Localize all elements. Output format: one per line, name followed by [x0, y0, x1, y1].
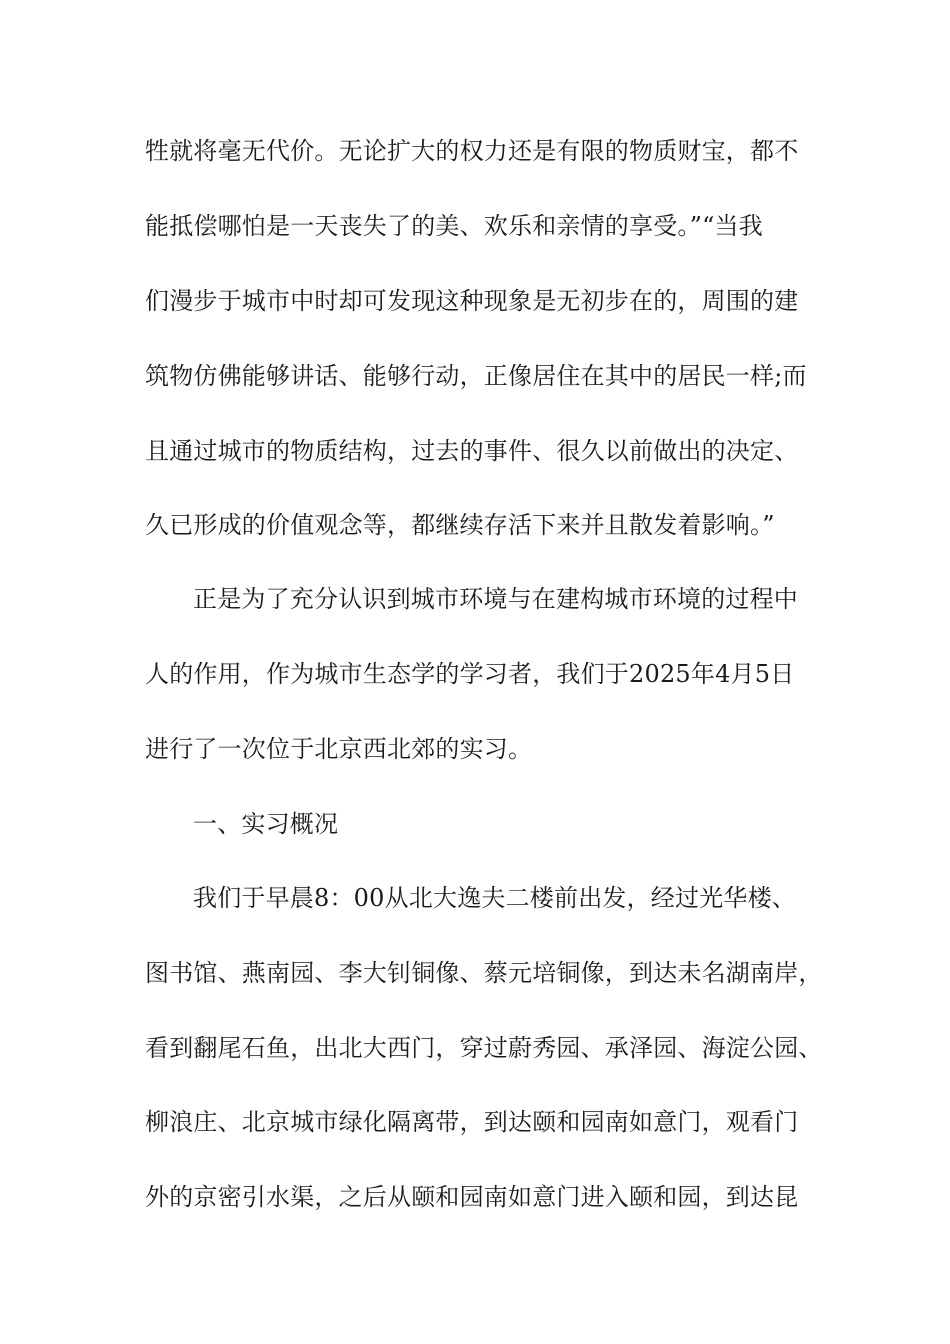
text-line: 们漫步于城市中时却可发现这种现象是无初步在的，周围的建	[145, 287, 799, 315]
text-line: 柳浪庄、北京城市绿化隔离带，到达颐和园南如意门，观看门	[145, 1108, 799, 1136]
text-line: 久已形成的价值观念等，都继续存活下来并且散发着影响。”	[145, 511, 775, 539]
text-line: 牲就将毫无代价。无论扩大的权力还是有限的物质财宝，都不	[145, 137, 799, 165]
text-line: 外的京密引水渠，之后从颐和园南如意门进入颐和园，到达昆	[145, 1183, 799, 1211]
paragraph-first-line: 正是为了充分认识到城市环境与在建构城市环境的过程中	[193, 585, 798, 613]
text-line: 进行了一次位于北京西北郊的实习。	[145, 735, 533, 763]
paragraph-first-line: 我们于早晨8：00从北大逸夫二楼前出发，经过光华楼、	[193, 884, 797, 912]
text-line: 看到翻尾石鱼，出北大西门，穿过蔚秀园、承泽园、海淀公园、	[145, 1034, 823, 1062]
text-line: 人的作用，作为城市生态学的学习者，我们于2025年4月5日	[145, 660, 795, 688]
text-line: 筑物仿佛能够讲话、能够行动，正像居住在其中的居民一样;而	[145, 362, 807, 390]
text-line: 图书馆、燕南园、李大钊铜像、蔡元培铜像，到达未名湖南岸，	[145, 959, 823, 987]
section-heading: 一、实习概况	[193, 810, 339, 838]
text-line: 且通过城市的物质结构，过去的事件、很久以前做出的决定、	[145, 437, 799, 465]
text-line: 能抵偿哪怕是一天丧失了的美、欢乐和亲情的享受。”“当我	[145, 212, 763, 240]
